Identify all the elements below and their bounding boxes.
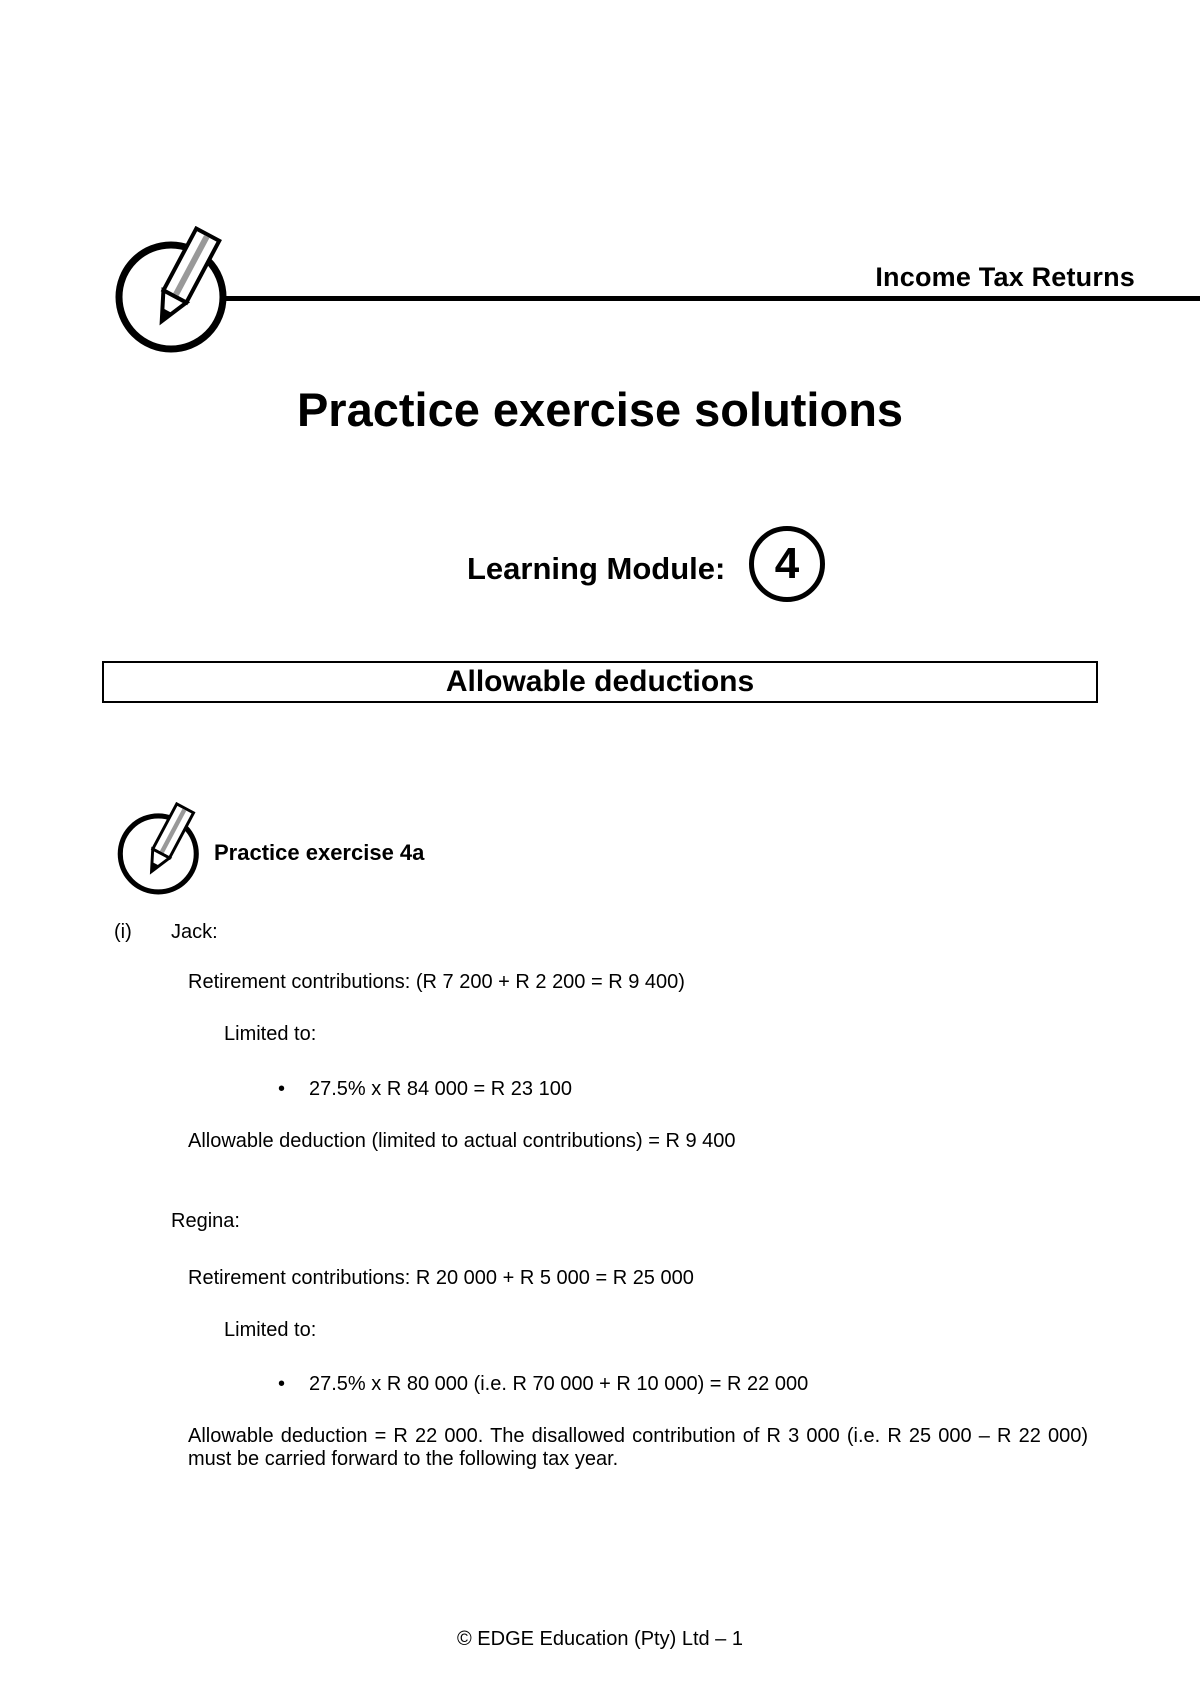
section-title: Allowable deductions: [102, 661, 1098, 703]
exercise-heading: Practice exercise 4a: [214, 840, 425, 865]
item-marker: (i): [114, 921, 132, 943]
pencil-exercise-icon: [114, 802, 204, 897]
bullet-icon: •: [278, 1373, 286, 1395]
pencil-logo-icon: [112, 226, 232, 356]
jack-allowable: Allowable deduction (limited to actual contributions) = R 9 400: [188, 1130, 736, 1152]
header-title: Income Tax Returns: [875, 262, 1135, 292]
module-label: Learning Module:: [467, 551, 726, 586]
jack-name: Jack:: [171, 921, 218, 943]
regina-contributions: Retirement contributions: R 20 000 + R 5 000 = R 25 000: [188, 1267, 694, 1289]
regina-allowable: Allowable deduction = R 22 000. The disallowed contribution of R 3 000 (i.e. R 25 000 – R 22 000) must be carried forward to the following tax year.: [188, 1425, 1088, 1470]
footer-copyright: © EDGE Education (Pty) Ltd – 1: [457, 1628, 743, 1650]
header-rule: [222, 296, 1200, 301]
jack-contributions: Retirement contributions: (R 7 200 + R 2 200 = R 9 400): [188, 971, 685, 993]
jack-limit-calc: 27.5% x R 84 000 = R 23 100: [309, 1078, 572, 1100]
jack-limited-to: Limited to:: [224, 1023, 317, 1045]
module-number-badge: 4: [749, 526, 825, 602]
page-title: Practice exercise solutions: [296, 383, 904, 436]
regina-limit-calc: 27.5% x R 80 000 (i.e. R 70 000 + R 10 000) = R 22 000: [309, 1373, 809, 1395]
bullet-icon: •: [278, 1078, 286, 1100]
regina-name: Regina:: [171, 1210, 240, 1232]
regina-limited-to: Limited to:: [224, 1319, 317, 1341]
